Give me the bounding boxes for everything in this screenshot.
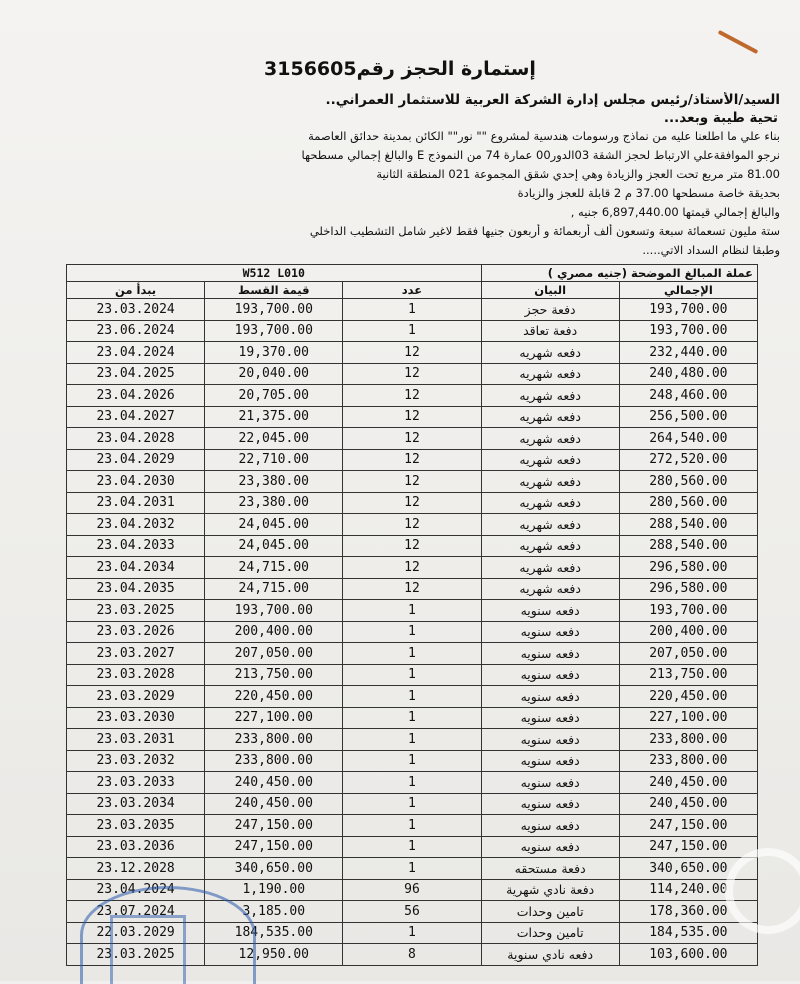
body-line-6: ستة مليون تسعمائة سبعة وتسعون ألف أربعمائة و أربعون جنيها فقط لاغير شامل التشطيب الداخلي <box>309 224 780 238</box>
cell-total: 232,440.00 <box>619 342 757 364</box>
cell-start-date: 23.03.2031 <box>67 729 205 751</box>
cell-description: دفعه سنويه <box>481 686 619 708</box>
header-description: البيان <box>481 282 619 299</box>
table-row <box>67 836 758 858</box>
cell-count: 1 <box>343 836 481 858</box>
cell-description: دفعه سنويه <box>481 707 619 729</box>
table-row <box>67 686 758 708</box>
cell-total: 288,540.00 <box>619 514 757 536</box>
cell-total: 240,450.00 <box>619 772 757 794</box>
payment-schedule-table <box>66 264 758 966</box>
cell-total: 227,100.00 <box>619 707 757 729</box>
cell-total: 280,560.00 <box>619 471 757 493</box>
cell-installment: 19,370.00 <box>205 342 343 364</box>
cell-start-date: 23.03.2030 <box>67 707 205 729</box>
cell-installment: 24,045.00 <box>205 514 343 536</box>
cell-description: دفعه شهريه <box>481 471 619 493</box>
cell-total: 193,700.00 <box>619 320 757 342</box>
cell-total: 193,700.00 <box>619 299 757 321</box>
cell-description: دفعه شهريه <box>481 449 619 471</box>
table-row <box>67 449 758 471</box>
table-row <box>67 793 758 815</box>
cell-start-date: 23.03.2035 <box>67 815 205 837</box>
cell-start-date: 23.04.2033 <box>67 535 205 557</box>
cell-installment: 247,150.00 <box>205 815 343 837</box>
header-count: عدد <box>343 282 481 299</box>
cell-total: 288,540.00 <box>619 535 757 557</box>
header-installment: قيمة القسط <box>205 282 343 299</box>
cell-start-date: 23.03.2025 <box>67 944 205 966</box>
cell-description: دفعه سنويه <box>481 729 619 751</box>
cell-description: دفعه سنويه <box>481 815 619 837</box>
cell-start-date: 23.03.2027 <box>67 643 205 665</box>
cell-total: 247,150.00 <box>619 836 757 858</box>
cell-description: دفعه شهريه <box>481 385 619 407</box>
cell-start-date: 23.03.2034 <box>67 793 205 815</box>
table-row <box>67 471 758 493</box>
table-row <box>67 707 758 729</box>
cell-installment: 193,700.00 <box>205 320 343 342</box>
cell-description: دفعه شهريه <box>481 535 619 557</box>
cell-start-date: 23.04.2024 <box>67 342 205 364</box>
table-row <box>67 342 758 364</box>
cell-installment: 12,950.00 <box>205 944 343 966</box>
cell-description: دفعه سنويه <box>481 793 619 815</box>
cell-count: 1 <box>343 299 481 321</box>
cell-installment: 20,705.00 <box>205 385 343 407</box>
cell-start-date: 23.04.2029 <box>67 449 205 471</box>
form-title <box>0 58 800 80</box>
cell-installment: 233,800.00 <box>205 729 343 751</box>
cell-description: دفعه شهريه <box>481 363 619 385</box>
cell-total: 233,800.00 <box>619 750 757 772</box>
cell-description: دفعه شهريه <box>481 578 619 600</box>
cell-description: دفعة نادي شهرية <box>481 879 619 901</box>
cell-total: 296,580.00 <box>619 557 757 579</box>
cell-count: 96 <box>343 879 481 901</box>
cell-count: 1 <box>343 664 481 686</box>
cell-installment: 200,400.00 <box>205 621 343 643</box>
cell-total: 240,480.00 <box>619 363 757 385</box>
cell-total: 213,750.00 <box>619 664 757 686</box>
cell-installment: 23,380.00 <box>205 471 343 493</box>
cell-description: دفعه نادي سنوية <box>481 944 619 966</box>
cell-installment: 22,710.00 <box>205 449 343 471</box>
cell-installment: 247,150.00 <box>205 836 343 858</box>
table-row <box>67 320 758 342</box>
cell-count: 56 <box>343 901 481 923</box>
body-line-7: وطبقا لنظام السداد الاتي..... <box>642 243 780 257</box>
cell-description: دفعه شهريه <box>481 492 619 514</box>
cell-count: 1 <box>343 686 481 708</box>
cell-installment: 24,045.00 <box>205 535 343 557</box>
cell-installment: 220,450.00 <box>205 686 343 708</box>
cell-description: دفعه سنويه <box>481 664 619 686</box>
cell-count: 12 <box>343 492 481 514</box>
cell-count: 12 <box>343 535 481 557</box>
body-line-3: 81.00 متر مربع تحت العجز والزيادة وهي إحدي شقق المجموعة 021 المنطقة الثانية <box>376 167 780 181</box>
cell-count: 1 <box>343 815 481 837</box>
cell-count: 1 <box>343 707 481 729</box>
table-row <box>67 621 758 643</box>
body-line-2: نرجو الموافقةعلي الارتباط لحجز الشقة 03الدور00 عمارة 74 من النموذج E والبالغ إجمالي مسطحها <box>301 148 780 162</box>
cell-installment: 22,045.00 <box>205 428 343 450</box>
cell-description: دفعة حجز <box>481 299 619 321</box>
table-row <box>67 815 758 837</box>
cell-start-date: 23.04.2031 <box>67 492 205 514</box>
noor-logo-stamp <box>110 915 186 984</box>
cell-count: 1 <box>343 643 481 665</box>
cell-installment: 193,700.00 <box>205 299 343 321</box>
cell-installment: 240,450.00 <box>205 793 343 815</box>
cell-installment: 1,190.00 <box>205 879 343 901</box>
table-row <box>67 428 758 450</box>
cell-start-date: 23.03.2036 <box>67 836 205 858</box>
cell-description: دفعه شهريه <box>481 406 619 428</box>
cell-installment: 193,700.00 <box>205 600 343 622</box>
cell-installment: 240,450.00 <box>205 772 343 794</box>
cell-total: 256,500.00 <box>619 406 757 428</box>
cell-count: 1 <box>343 772 481 794</box>
table-row <box>67 385 758 407</box>
cell-total: 178,360.00 <box>619 901 757 923</box>
cell-start-date: 23.03.2029 <box>67 686 205 708</box>
cell-total: 220,450.00 <box>619 686 757 708</box>
cell-count: 1 <box>343 750 481 772</box>
cell-count: 12 <box>343 578 481 600</box>
cell-count: 8 <box>343 944 481 966</box>
cell-total: 272,520.00 <box>619 449 757 471</box>
cell-count: 12 <box>343 385 481 407</box>
cell-count: 12 <box>343 557 481 579</box>
table-row <box>67 858 758 880</box>
body-line-1: بناء علي ما اطلعنا عليه من نماذج ورسومات هندسية لمشروع "" نور"" الكائن بمدينة حدائق العاصمة <box>308 129 780 143</box>
reservation-number: 3156605 <box>264 58 357 80</box>
cell-start-date: 23.04.2028 <box>67 428 205 450</box>
table-row <box>67 664 758 686</box>
table-row <box>67 492 758 514</box>
cell-total: 193,700.00 <box>619 600 757 622</box>
body-line-4: بحديقة خاصة مسطحها 37.00 م 2 قابلة للعجز والزيادة <box>517 186 780 200</box>
cell-start-date: 23.04.2024 <box>67 879 205 901</box>
cell-start-date: 23.04.2025 <box>67 363 205 385</box>
cell-count: 12 <box>343 342 481 364</box>
cell-start-date: 23.03.2032 <box>67 750 205 772</box>
cell-installment: 20,040.00 <box>205 363 343 385</box>
cell-total: 240,450.00 <box>619 793 757 815</box>
form-title-prefix: إستمارة الحجز رقم <box>356 58 536 80</box>
header-row <box>67 282 758 299</box>
header-start: يبدأ من <box>67 282 205 299</box>
cell-start-date: 22.03.2029 <box>67 922 205 944</box>
cell-description: دفعه شهريه <box>481 514 619 536</box>
cell-total: 233,800.00 <box>619 729 757 751</box>
cell-count: 12 <box>343 406 481 428</box>
cell-installment: 3,185.00 <box>205 901 343 923</box>
cell-description: دفعة تعاقد <box>481 320 619 342</box>
cell-installment: 184,535.00 <box>205 922 343 944</box>
cell-start-date: 23.03.2025 <box>67 600 205 622</box>
cell-total: 207,050.00 <box>619 643 757 665</box>
cell-count: 1 <box>343 922 481 944</box>
cell-count: 1 <box>343 729 481 751</box>
cell-count: 12 <box>343 363 481 385</box>
cell-installment: 233,800.00 <box>205 750 343 772</box>
cell-start-date: 23.04.2030 <box>67 471 205 493</box>
cell-installment: 24,715.00 <box>205 578 343 600</box>
cell-installment: 23,380.00 <box>205 492 343 514</box>
table-row <box>67 772 758 794</box>
cell-start-date: 23.12.2028 <box>67 858 205 880</box>
cell-start-date: 23.04.2034 <box>67 557 205 579</box>
cell-start-date: 23.04.2026 <box>67 385 205 407</box>
currency-label: عملة المبالغ الموضحة (جنيه مصري ) <box>481 265 757 282</box>
cell-description: دفعه شهريه <box>481 428 619 450</box>
table-row <box>67 363 758 385</box>
greeting-line: تحية طيبة وبعد... <box>663 110 778 126</box>
cell-start-date: 23.04.2035 <box>67 578 205 600</box>
cell-start-date: 23.06.2024 <box>67 320 205 342</box>
table-row <box>67 578 758 600</box>
cell-description: دفعه سنويه <box>481 621 619 643</box>
table-row <box>67 557 758 579</box>
cell-installment: 227,100.00 <box>205 707 343 729</box>
cell-description: دفعه سنويه <box>481 600 619 622</box>
cell-total: 247,150.00 <box>619 815 757 837</box>
cell-description: تامين وحدات <box>481 901 619 923</box>
cell-installment: 207,050.00 <box>205 643 343 665</box>
cell-count: 12 <box>343 428 481 450</box>
cell-count: 1 <box>343 621 481 643</box>
table-row <box>67 535 758 557</box>
cell-total: 340,650.00 <box>619 858 757 880</box>
cell-start-date: 23.04.2032 <box>67 514 205 536</box>
header-total: الإجمالي <box>619 282 757 299</box>
table-row <box>67 729 758 751</box>
cell-total: 114,240.00 <box>619 879 757 901</box>
cell-count: 12 <box>343 471 481 493</box>
cell-count: 1 <box>343 320 481 342</box>
table-row <box>67 406 758 428</box>
cell-total: 248,460.00 <box>619 385 757 407</box>
cell-count: 12 <box>343 449 481 471</box>
cell-total: 184,535.00 <box>619 922 757 944</box>
table-row <box>67 299 758 321</box>
cell-total: 264,540.00 <box>619 428 757 450</box>
cell-description: دفعه سنويه <box>481 643 619 665</box>
cell-start-date: 23.03.2033 <box>67 772 205 794</box>
cell-installment: 24,715.00 <box>205 557 343 579</box>
cell-total: 296,580.00 <box>619 578 757 600</box>
cell-installment: 213,750.00 <box>205 664 343 686</box>
cell-count: 12 <box>343 514 481 536</box>
cell-description: دفعه سنويه <box>481 836 619 858</box>
table-row <box>67 750 758 772</box>
cell-start-date: 23.07.2024 <box>67 901 205 923</box>
currency-row <box>67 265 758 282</box>
unit-codes: W512 L010 <box>67 265 482 282</box>
cell-start-date: 23.04.2027 <box>67 406 205 428</box>
cell-description: تامين وحدات <box>481 922 619 944</box>
table-row <box>67 600 758 622</box>
cell-count: 1 <box>343 793 481 815</box>
table-row <box>67 514 758 536</box>
cell-total: 103,600.00 <box>619 944 757 966</box>
cell-description: دفعه شهريه <box>481 557 619 579</box>
cell-count: 1 <box>343 600 481 622</box>
pen-tip <box>718 30 759 54</box>
body-line-5: والبالغ إجمالي قيمتها 6,897,440.00 جنيه , <box>570 205 780 219</box>
cell-description: دفعه سنويه <box>481 772 619 794</box>
cell-description: دفعة مستحقه <box>481 858 619 880</box>
cell-start-date: 23.03.2028 <box>67 664 205 686</box>
cell-start-date: 23.03.2024 <box>67 299 205 321</box>
cell-description: دفعه شهريه <box>481 342 619 364</box>
cell-total: 280,560.00 <box>619 492 757 514</box>
cell-start-date: 23.03.2026 <box>67 621 205 643</box>
cell-installment: 340,650.00 <box>205 858 343 880</box>
addressee-line: السيد/الأستاذ/رئيس مجلس إدارة الشركة العربية للاستثمار العمراني.. <box>325 92 780 108</box>
cell-installment: 21,375.00 <box>205 406 343 428</box>
cell-description: دفعه سنويه <box>481 750 619 772</box>
cell-total: 200,400.00 <box>619 621 757 643</box>
cell-count: 1 <box>343 858 481 880</box>
table-row <box>67 643 758 665</box>
